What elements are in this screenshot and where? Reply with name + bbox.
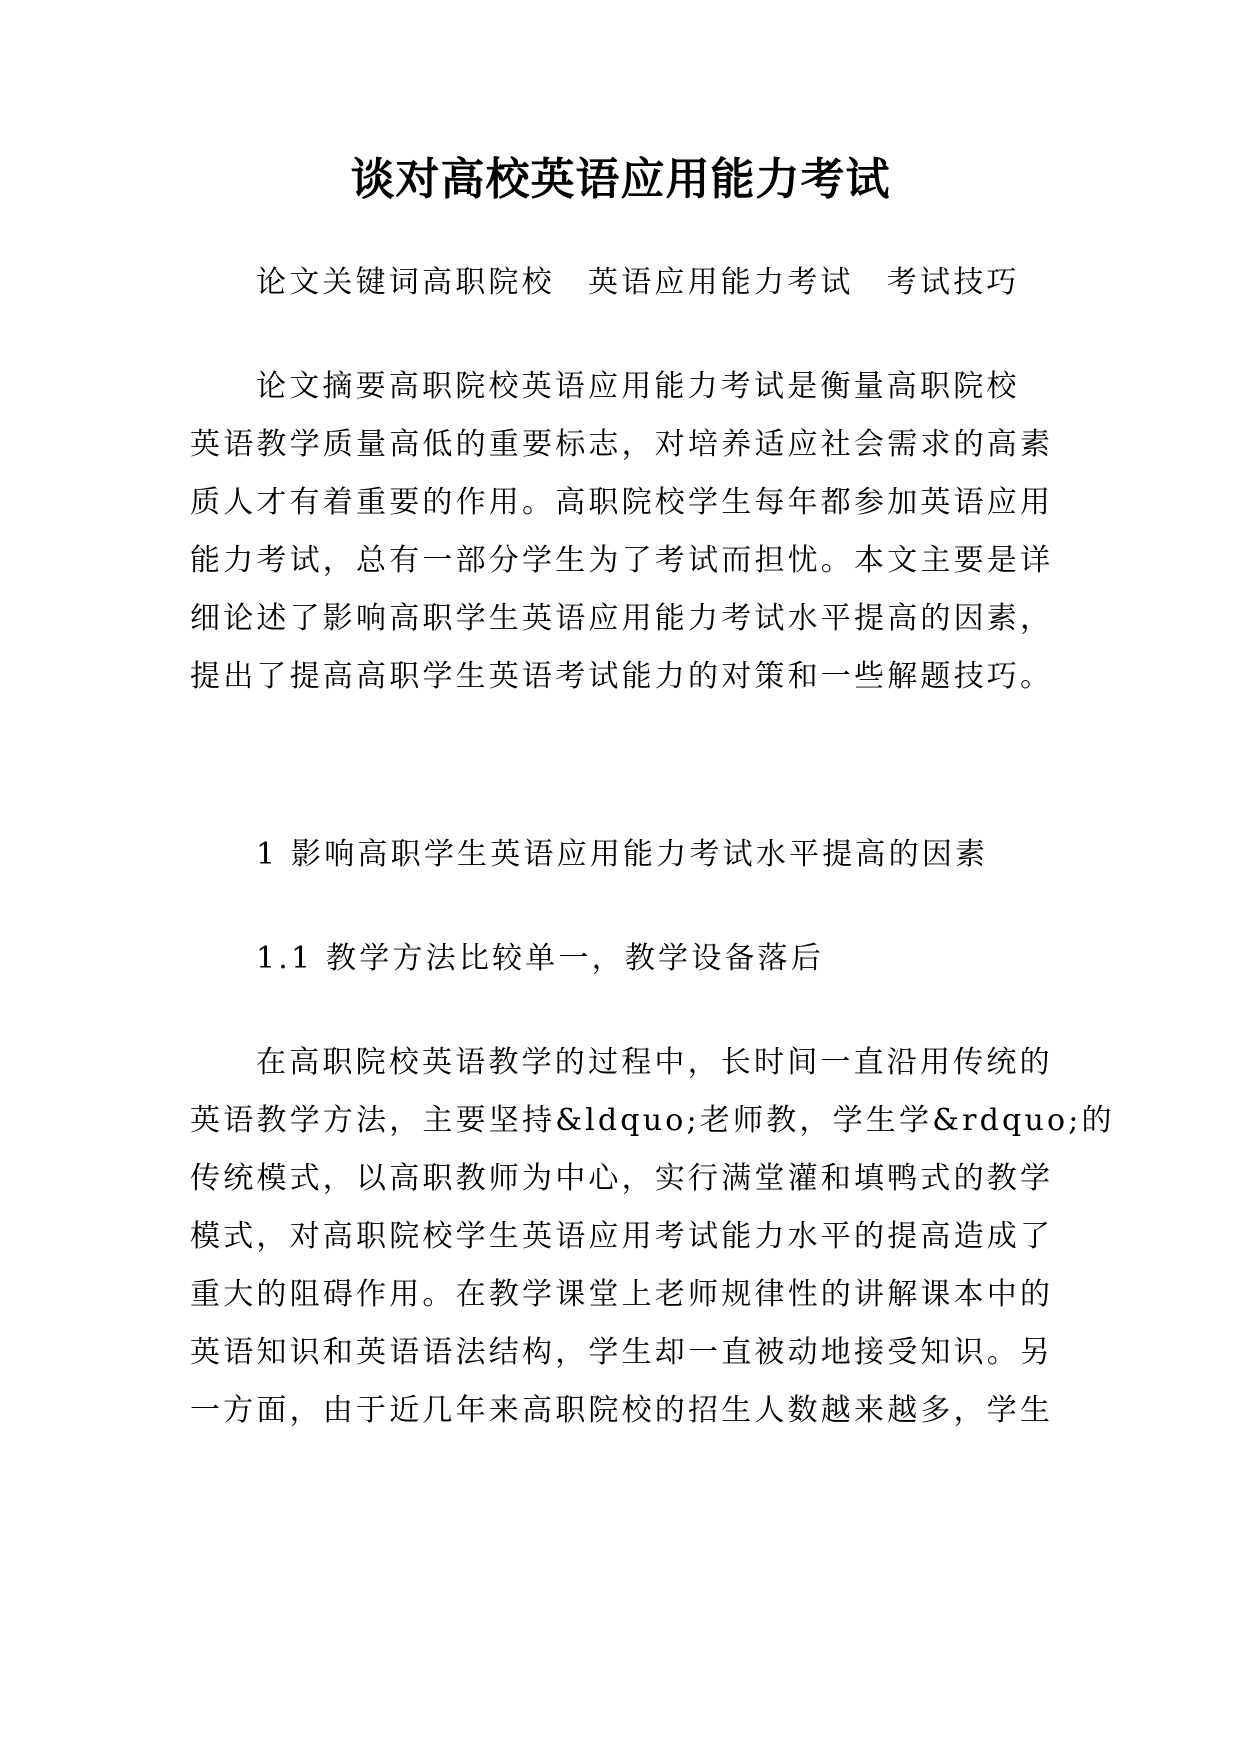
abstract-line: 英语教学质量高低的重要标志，对培养适应社会需求的高素 [190,427,1054,462]
body-line: 重大的阻碍作用。在教学课堂上老师规律性的讲解课本中的 [190,1277,1054,1312]
body-line: 英语教学方法，主要坚持&ldquo;老师教，学生学&rdquo;的 [190,1103,1115,1138]
document-title: 谈对高校英语应用能力考试 [350,154,891,205]
keywords-line: 论文关键词高职院校 英语应用能力考试 考试技巧 [256,265,1020,300]
abstract-line: 提出了提高高职学生英语考试能力的对策和一些解题技巧。 [190,659,1054,694]
abstract-line: 能力考试，总有一部分学生为了考试而担忧。本文主要是详 [190,543,1054,578]
body-line: 在高职院校英语教学的过程中，长时间一直沿用传统的 [256,1045,1053,1080]
body-paragraph [190,1034,1115,1440]
abstract-line: 质人才有着重要的作用。高职院校学生每年都参加英语应用 [190,485,1054,520]
body-line: 英语知识和英语语法结构，学生却一直被动地接受知识。另 [190,1335,1054,1370]
body-line: 模式，对高职院校学生英语应用考试能力水平的提高造成了 [190,1219,1054,1254]
section-heading-1: 1 影响高职学生英语应用能力考试水平提高的因素 [256,837,989,872]
abstract-paragraph [190,358,1060,706]
body-line: 一方面，由于近几年来高职院校的招生人数越来越多，学生 [190,1393,1054,1428]
section-heading-1-1: 1.1 教学方法比较单一，教学设备落后 [256,941,825,976]
abstract-line: 论文摘要高职院校英语应用能力考试是衡量高职院校 [256,369,1020,404]
abstract-line: 细论述了影响高职学生英语应用能力考试水平提高的因素， [190,601,1054,636]
body-line: 传统模式，以高职教师为中心，实行满堂灌和填鸭式的教学 [190,1161,1054,1196]
